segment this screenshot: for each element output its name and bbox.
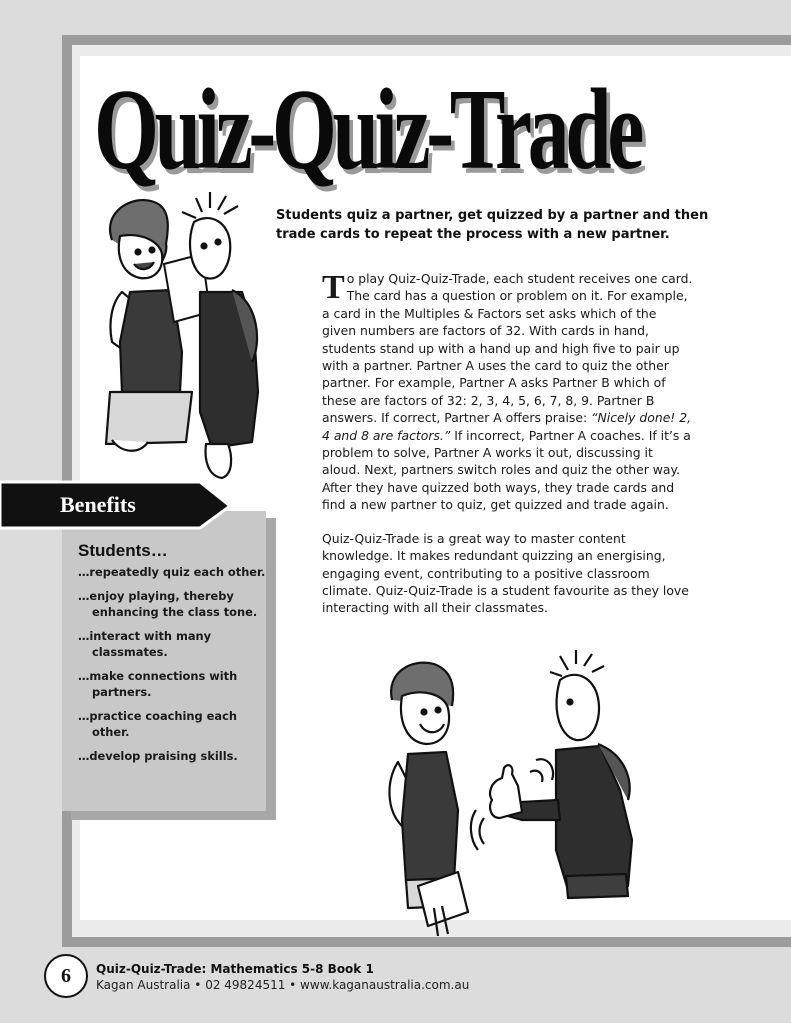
boy-figure [182, 192, 258, 478]
body-paragraph-1-end: If incorrect, Partner A coaches. If it’s a problem to solve, Partner A works it out, discussing it aloud. Next, partners switch roles and quiz the other way. After they have quizzed both ways, they trade cards and find a new partner to quiz, get quizzed and trade again. [322, 427, 691, 513]
body-paragraph-1-start: o play Quiz-Quiz-Trade, each student receives one card. The card has a question or problem on it. For example, a card in the Multiples & Factors set asks which of the given numbers are factors of 32. With cards in hand, students stand up with a hand up and high five to pair up with a partner. Partner A uses the card to quiz the other partner. For example, Partner A asks Partner B which of these are factors of 32: 2, 3, 4, 5, 6, 7, 8, 9. Partner B answers. If correct, Partner A offers praise: [322, 271, 693, 426]
footer-book-title: Quiz-Quiz-Trade: Mathematics 5-8 Book 1 [96, 962, 374, 976]
benefit-item: …develop praising skills. [78, 748, 238, 763]
drop-cap: T [322, 269, 345, 306]
girl-figure [389, 663, 468, 936]
girl-figure [106, 200, 192, 451]
students-thumbs-up-illustration [372, 650, 672, 945]
students-trading-cards-illustration [82, 192, 272, 482]
benefit-item: …interact with many classmates. [78, 628, 212, 659]
benefit-item: …make connections with partners. [78, 668, 238, 699]
page-number: 6 [44, 954, 88, 998]
intro-text: Students quiz a partner, get quizzed by a partner and then trade cards to repeat the process with a new partner. [276, 208, 709, 242]
benefit-item: …practice coaching each other. [78, 708, 237, 739]
boy-figure [471, 650, 632, 898]
praise-quote: “Nicely done! 2, 4 and 8 are factors.” [322, 410, 692, 443]
benefit-item: …enjoy playing, thereby enhancing the class tone. [78, 588, 258, 619]
thumbs-up-shape [490, 765, 522, 818]
body-paragraph-2: Quiz-Quiz-Trade is a great way to master content knowledge. It makes redundant quizzing an energising, engaging event, contributing to a positive classroom climate. Quiz-Quiz-Trade is a student favourite as they love interacting with all their classmates. [322, 530, 689, 616]
body-text [322, 270, 694, 633]
students-heading: Students… [78, 541, 168, 560]
benefit-item: …repeatedly quiz each other. [78, 565, 266, 579]
page-title: Quiz-Quiz-Trade [94, 66, 641, 194]
footer-contact: Kagan Australia • 02 49824511 • www.kaganaustralia.com.au [96, 978, 470, 992]
benefits-list [70, 540, 266, 771]
benefits-label: Benefits [60, 492, 136, 517]
body-paragraph-1 [322, 270, 694, 514]
